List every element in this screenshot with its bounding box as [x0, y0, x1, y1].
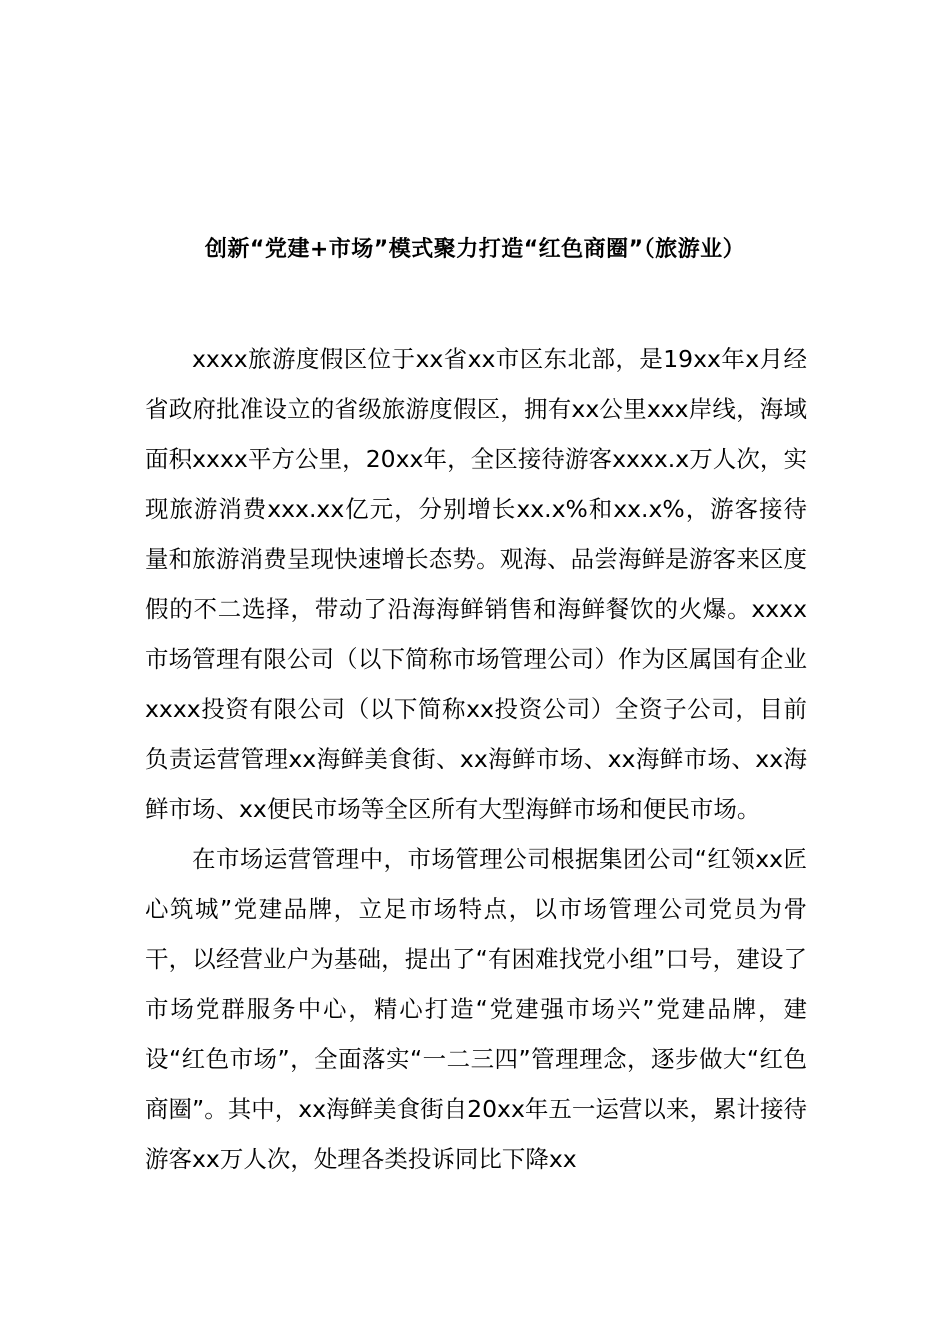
- document-title: 创新“党建+市场”模式聚力打造“红色商圈”（旅游业）: [204, 237, 746, 262]
- paragraph-1: xxxx旅游度假区位于xx省xx市区东北部，是19xx年x月经省政府批准设立的省级旅游度假区，拥有xx公里xxx岸线，海域面积xxxx平方公里，20xx年，全区接待游客xxxx.x万人次，实现旅游消费xxx.xx亿元，分别增长xx.x%和xx.x%，游客接待量和旅游消费呈现快速增长态势。观海、品尝海鲜是游客来区度假的不二选择，带动了沿海海鲜销售和海鲜餐饮的火爆。xxxx市场管理有限公司（以下简称市场管理公司）作为区属国有企业xxxx投资有限公司（以下简称xx投资公司）全资子公司，目前负责运营管理xx海鲜美食街、xx海鲜市场、xx海鲜市场、xx海鲜市场、xx便民市场等全区所有大型海鲜市场和便民市场。: [145, 345, 807, 823]
- paragraph-2: 在市场运营管理中，市场管理公司根据集团公司“红领xx匠心筑城”党建品牌，立足市场特点，以市场管理公司党员为骨干，以经营业户为基础，提出了“有困难找党小组”口号，建设了市场党群服务中心，精心打造“党建强市场兴”党建品牌，建设“红色市场”，全面落实“一二三四”管理理念，逐步做大“红色商圈”。其中，xx海鲜美食街自20xx年五一运营以来，累计接待游客xx万人次，处理各类投诉同比下降xx: [145, 845, 807, 1173]
- document-body: [145, 334, 807, 1184]
